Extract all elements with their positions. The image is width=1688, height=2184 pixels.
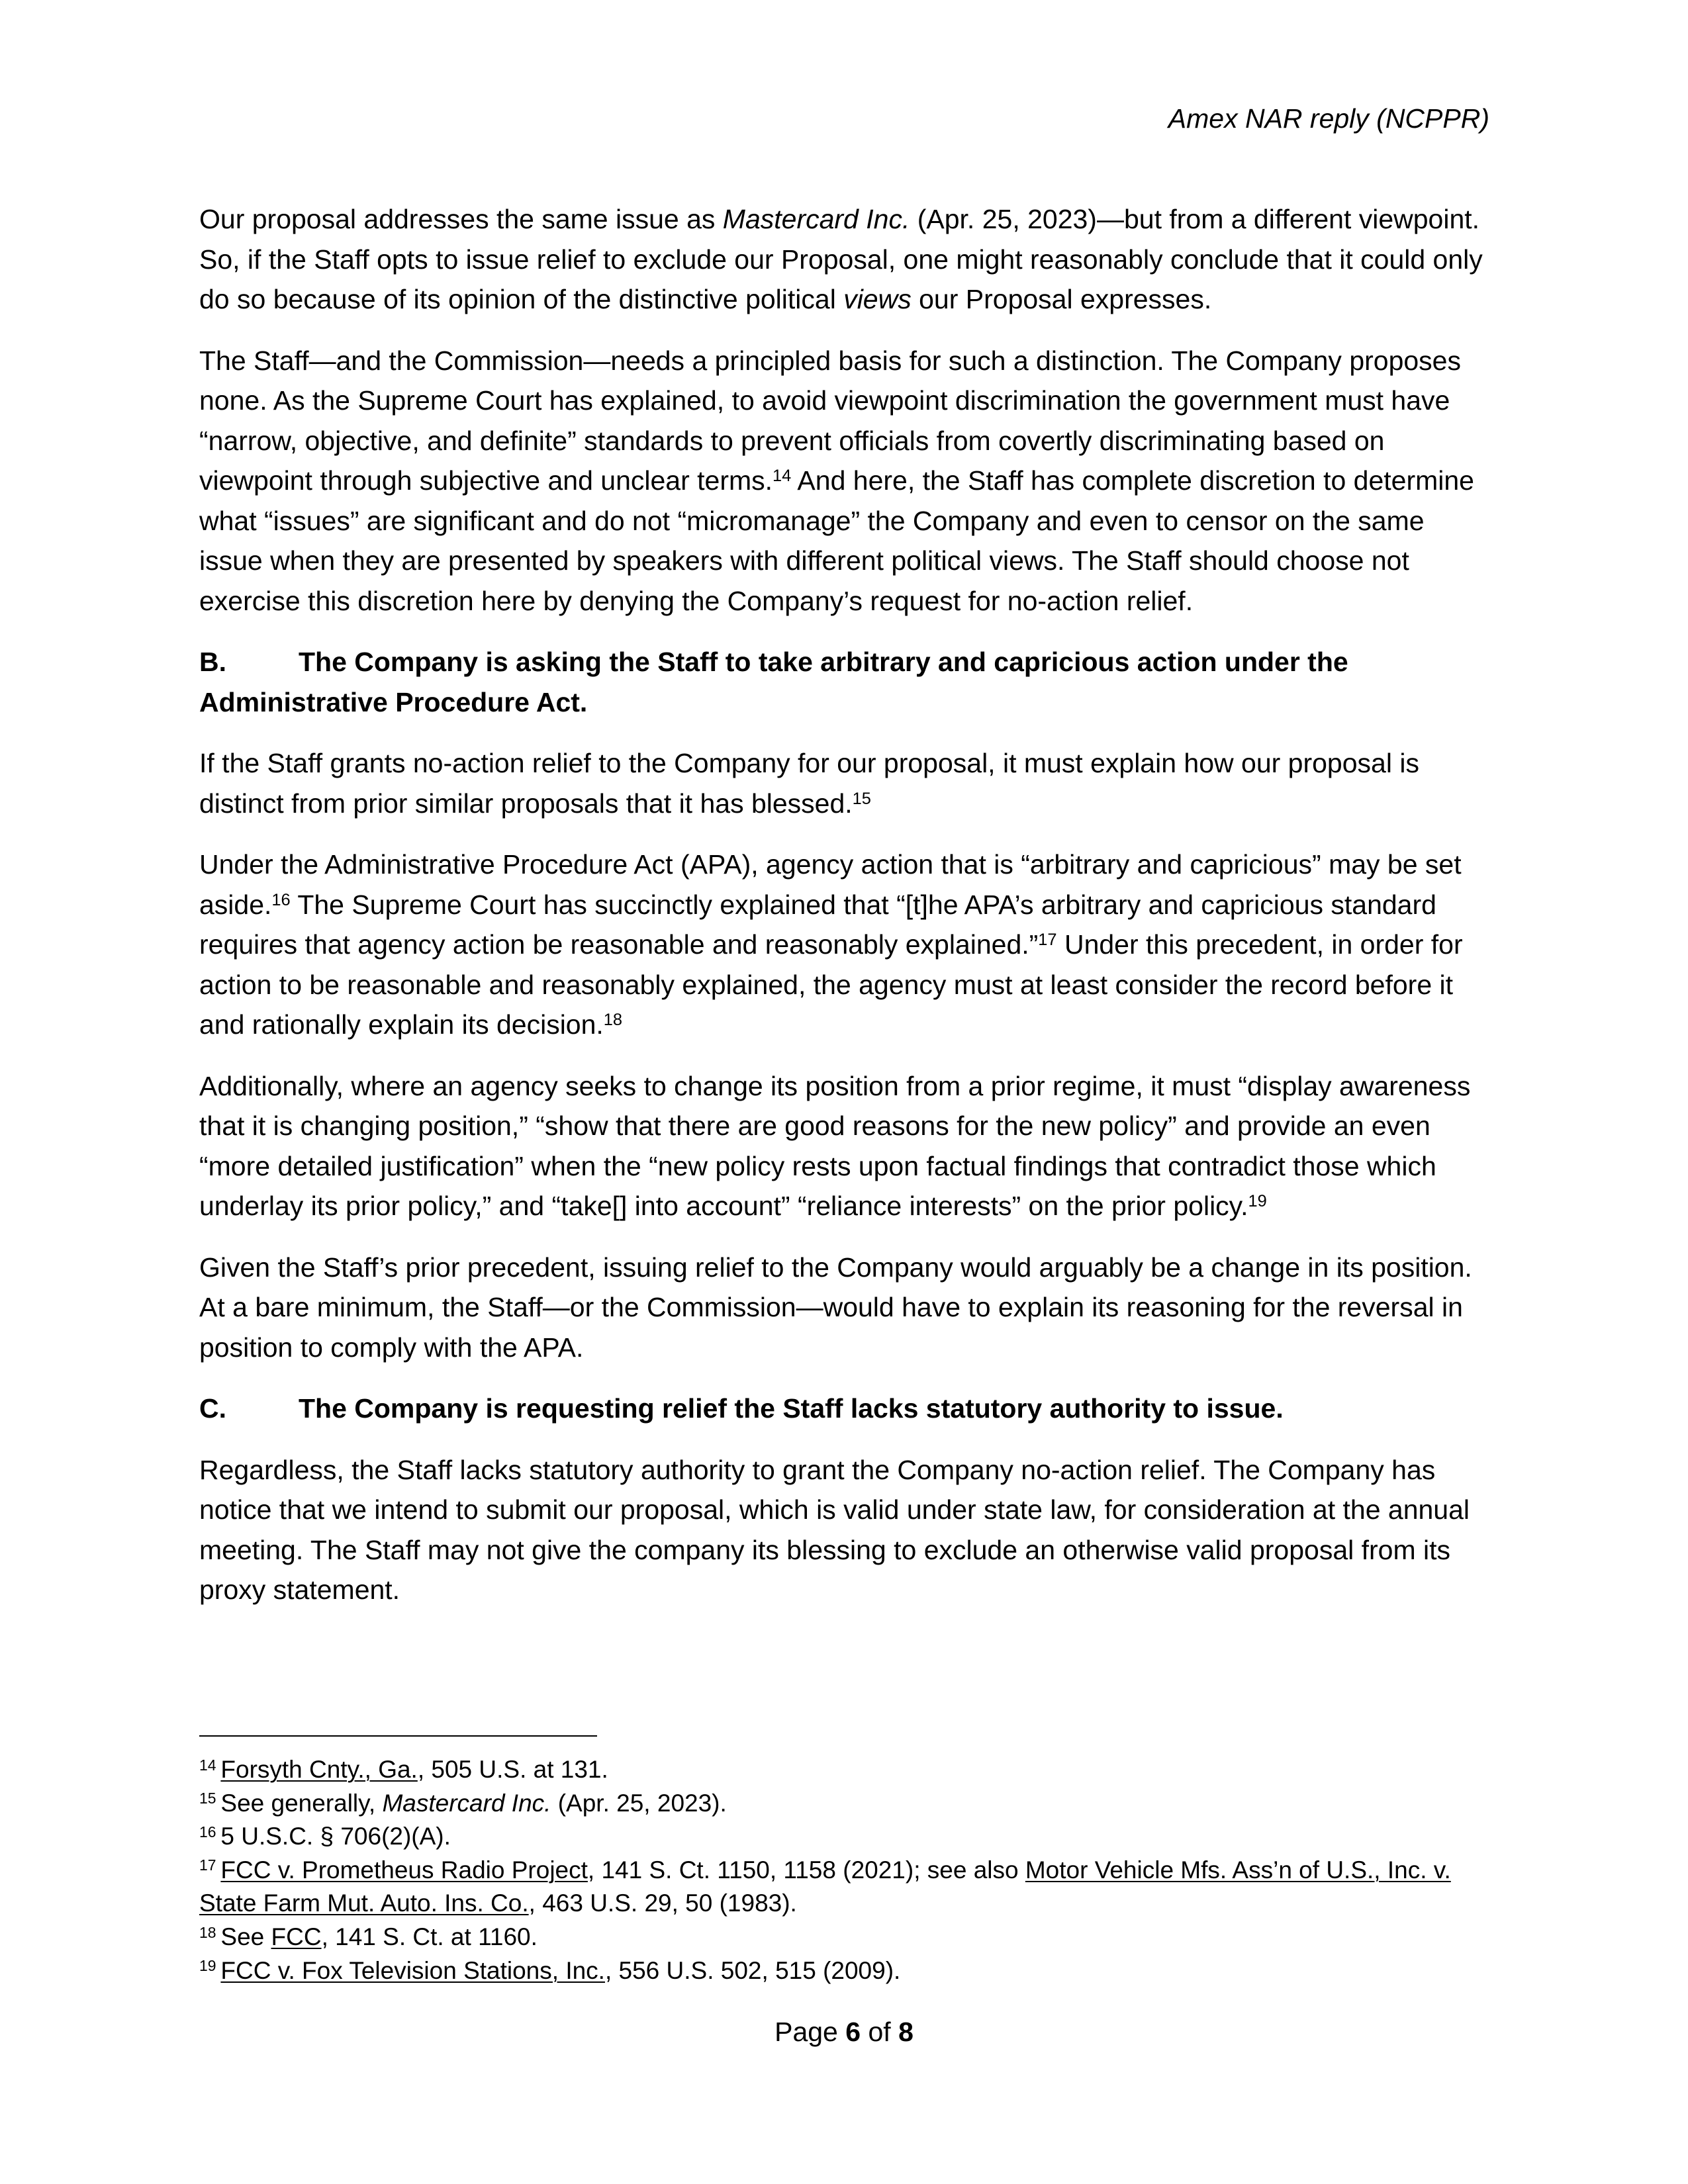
section-heading-b: [199, 642, 1490, 722]
of-label: of: [861, 2017, 899, 2047]
page-number-footer: [0, 2012, 1688, 2052]
text-run: 5 U.S.C. § 706(2)(A).: [220, 1823, 451, 1850]
text-run: , 463 U.S. 29, 50 (1983).: [528, 1889, 797, 1917]
footnote-number: 17: [199, 1856, 216, 1874]
case-citation: FCC: [271, 1923, 322, 1950]
current-page-number: 6: [845, 2017, 861, 2047]
footnote-18: [199, 1921, 1490, 1954]
footnote-ref: 14: [773, 467, 792, 486]
case-citation: Motor Vehicle Mfs. Ass’n of U.S., Inc. v. State Farm Mut. Auto. Ins. Co.: [199, 1856, 1451, 1917]
body-paragraph-6: [199, 1248, 1490, 1368]
text-run: Regardless, the Staff lacks statutory authority to grant the Company no-action relief. The Company has notice that we intend to submit our proposal, which is valid under state law, for consideration at the annual meeting. The Staff may not give the company its blessing to exclude an otherwise valid proposal from its proxy statement.: [199, 1454, 1470, 1605]
footnote-number: 18: [199, 1923, 216, 1941]
text-run: , 556 U.S. 502, 515 (2009).: [604, 1956, 901, 1984]
page-label: Page: [774, 2017, 846, 2047]
footnotes: [199, 1753, 1490, 1987]
footnote-14: [199, 1753, 1490, 1787]
text-run: The Staff—and the Commission—needs a principled basis for such a distinction. The Company proposes none. As the Supreme Court has explained, to avoid viewpoint discrimination the government must have “narrow, objective, and definite” standards to prevent officials from covertly discriminating based on viewpoint through subjective and unclear terms.: [199, 345, 1461, 496]
text-run: (Apr. 25, 2023).: [551, 1789, 727, 1817]
footnote-ref: 16: [271, 890, 291, 909]
total-page-count: 8: [898, 2017, 914, 2047]
footnote-number: 19: [199, 1957, 216, 1975]
text-run: , 141 S. Ct. 1150, 1158 (2021); see also: [587, 1856, 1025, 1884]
body-paragraph-1: [199, 199, 1490, 320]
body-paragraph-4: [199, 844, 1490, 1045]
text-run: Our proposal addresses the same issue as: [199, 204, 723, 234]
footnote-17: [199, 1854, 1490, 1921]
footnote-15: [199, 1787, 1490, 1821]
case-name: Mastercard Inc.: [382, 1789, 551, 1817]
footnote-16: [199, 1820, 1490, 1854]
body-paragraph-7: [199, 1450, 1490, 1610]
body-paragraph-3: [199, 743, 1490, 823]
text-run: , 505 U.S. at 131.: [417, 1756, 608, 1783]
section-title: The Company is asking the Staff to take arbitrary and capricious action under the Administrative Procedure Act.: [199, 647, 1348, 717]
body-paragraph-5: [199, 1066, 1490, 1226]
text-run: Given the Staff’s prior precedent, issuing relief to the Company would arguably be a change in its position. At a bare minimum, the Staff—or the Commission—would have to explain its reasoning for the reversal in position to comply with the APA.: [199, 1251, 1472, 1363]
case-citation: FCC v. Prometheus Radio Project: [220, 1856, 588, 1884]
case-citation: Forsyth Cnty., Ga.: [220, 1756, 418, 1783]
text-run: The Supreme Court has succinctly explained that “[t]he APA’s arbitrary and capricious standard requires that agency action be reasonable and reasonably explained.”: [199, 889, 1436, 960]
text-run: Under the Administrative Procedure Act (APA), agency action that is “arbitrary and capricious” may be set aside.: [199, 849, 1462, 920]
text-run: Additionally, where an agency seeks to change its position from a prior regime, it must “display awareness that it is changing position,” “show that there are good reasons for the new policy” and provide an even “more detailed justification” when the “new policy rests upon factual findings that contradict those which underlay its prior policy,” and “take[] into account” “reliance interests” on the prior policy.: [199, 1070, 1471, 1221]
footnote-number: 14: [199, 1756, 216, 1774]
text-run: And here, the Staff has complete discretion to determine what “issues” are significant and do not “micromanage” the Company and even to censor on the same issue when they are presented by speakers with different political views. The Staff should choose not exercise this discretion here by denying the Company’s request for no-action relief.: [199, 465, 1474, 616]
case-citation: FCC v. Fox Television Stations, Inc.: [220, 1956, 605, 1984]
footnote-ref: 19: [1248, 1192, 1267, 1211]
text-run: (Apr. 25, 2023)—but from a different viewpoint. So, if the Staff opts to issue relief to exclude our Proposal, one might reasonably conclude that it could only do so because of its opinion of the distinctive political: [199, 204, 1483, 314]
text-run: See generally,: [220, 1789, 383, 1817]
running-header: Amex NAR reply (NCPPR): [1168, 103, 1489, 134]
footnote-ref: 17: [1038, 931, 1057, 950]
footnote-ref: 15: [852, 789, 871, 808]
text-run: Under this precedent, in order for action to be reasonable and reasonably explained, the agency must at least consider the record before it and rationally explain its decision.: [199, 929, 1463, 1040]
section-heading-c: [199, 1388, 1490, 1429]
section-number: C.: [199, 1393, 226, 1424]
emphasis: views: [843, 284, 912, 314]
text-run: our Proposal expresses.: [911, 284, 1212, 314]
case-name: Mastercard Inc.: [722, 204, 910, 234]
section-title: The Company is requesting relief the Staff lacks statutory authority to issue.: [299, 1393, 1284, 1424]
text-run: See: [220, 1923, 271, 1950]
section-number: B.: [199, 647, 226, 677]
footnote-19: [199, 1954, 1490, 1988]
text-run: , 141 S. Ct. at 1160.: [321, 1923, 538, 1950]
footnote-number: 16: [199, 1823, 216, 1841]
footnote-number: 15: [199, 1790, 216, 1807]
footnote-ref: 18: [603, 1011, 623, 1030]
body-content: [199, 199, 1490, 1631]
footnote-separator: [199, 1735, 597, 1737]
body-paragraph-2: [199, 341, 1490, 621]
text-run: If the Staff grants no-action relief to the Company for our proposal, it must explain how our proposal is distinct from prior similar proposals that it has blessed.: [199, 748, 1419, 819]
